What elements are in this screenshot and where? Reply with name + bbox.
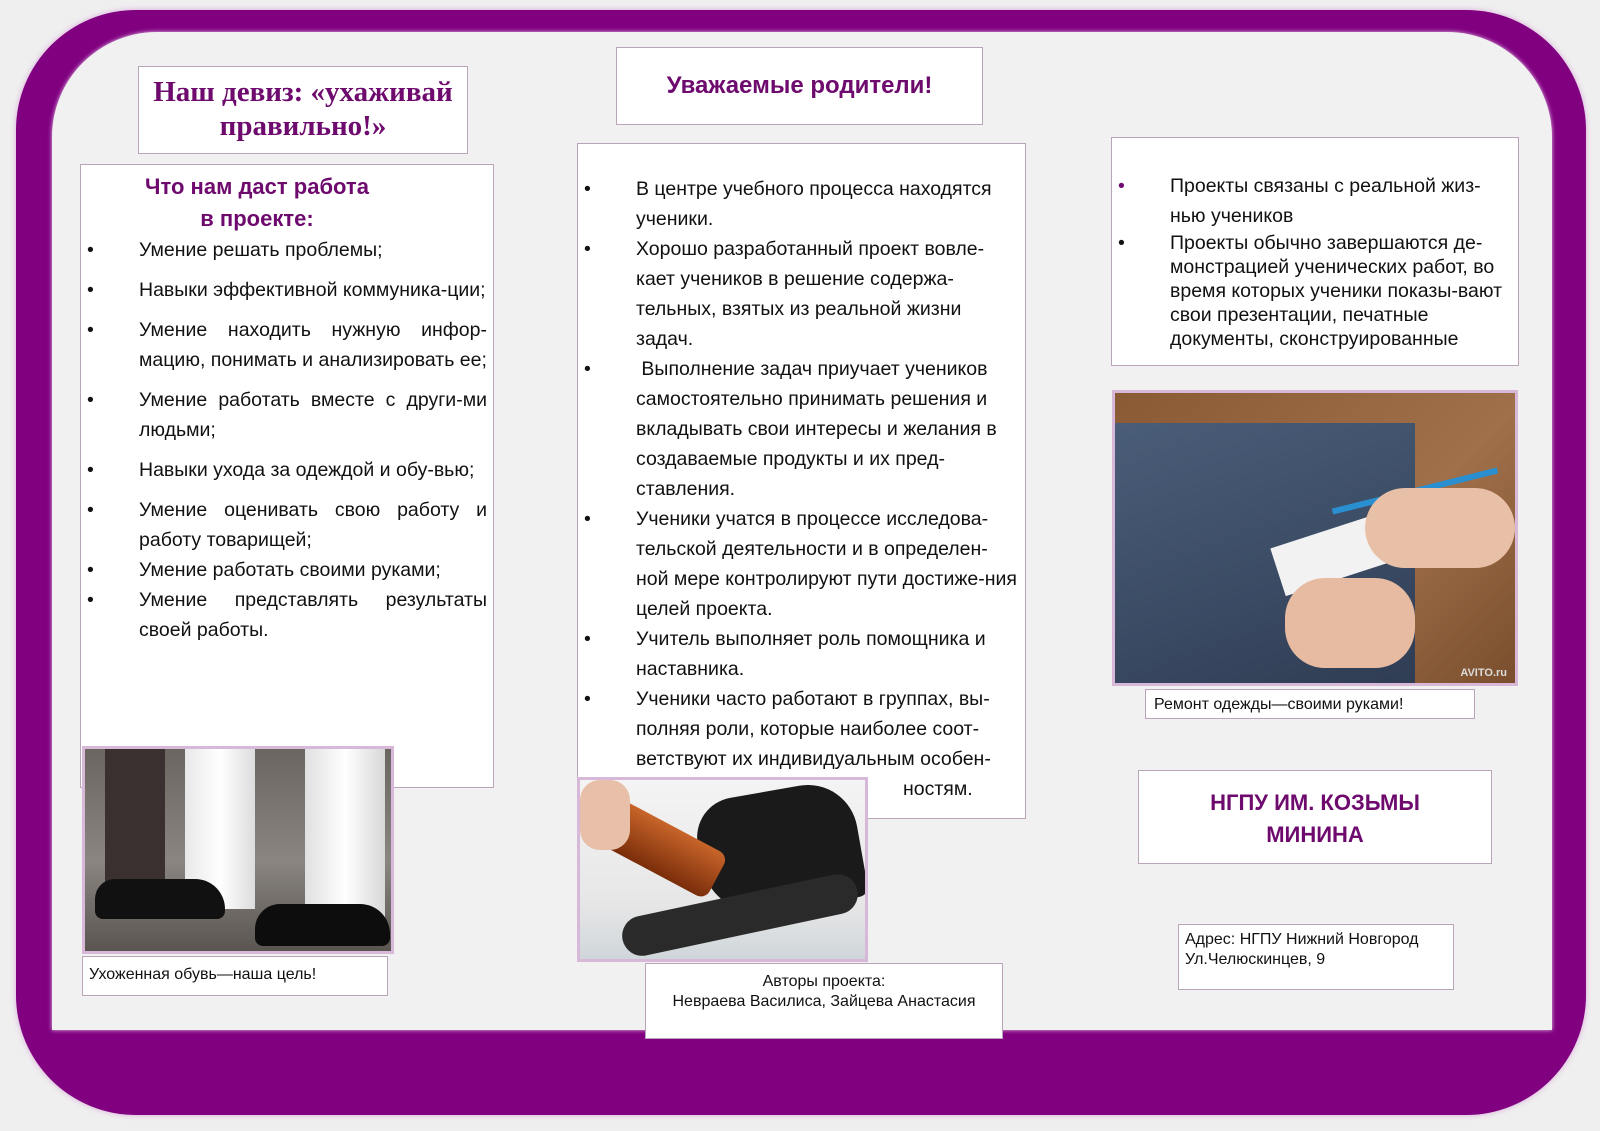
left-panel <box>80 164 494 788</box>
list-item-text: В центре учебного процесса находятся ученики. <box>636 178 992 230</box>
university-name: НГПУ ИМ. КОЗЬМЫ МИНИНА <box>1210 790 1420 847</box>
list-item-text: Выполнение задач приучает учеников самостоятельно принимать решения и вкладывать свои интересы и желания в создаваемые продукты и их пред-ставления. <box>636 358 1003 500</box>
motto-box <box>138 66 468 154</box>
list-item <box>81 235 493 265</box>
left-heading-line1: Что нам даст работа <box>145 174 369 199</box>
right-panel <box>1111 137 1519 366</box>
center-title: Уважаемые родители! <box>666 72 933 99</box>
list-item-text: Проекты связаны с реальной жиз-нью учеников <box>1170 175 1481 227</box>
list-item <box>578 684 1025 774</box>
bullet-icon: • <box>87 499 94 521</box>
parents-list <box>578 174 1025 774</box>
list-item-text: Ученики часто работают в группах, вы-полняя роли, которые наиболее соот-ветствуют их индивидуальным особен- <box>636 688 991 770</box>
list-item <box>578 354 1025 504</box>
bullet-icon: • <box>87 239 94 261</box>
list-item <box>81 585 493 645</box>
shoes-photo <box>82 746 394 954</box>
list-item-text: Умение представлять результаты своей работы. <box>139 589 487 641</box>
bullet-icon: • <box>584 688 591 710</box>
address-line1: Адрес: НГПУ Нижний Новгород <box>1185 931 1419 948</box>
list-item <box>578 174 1025 234</box>
list-item <box>578 234 1025 354</box>
watermark: AVITO.ru <box>1460 667 1507 679</box>
left-heading-line2: в проекте: <box>200 206 314 231</box>
bullet-icon: • <box>1118 175 1125 197</box>
jeans-caption-text: Ремонт одежды—своими руками! <box>1154 696 1404 713</box>
authors-label: Авторы проекта: <box>762 973 886 990</box>
address-box <box>1178 924 1454 990</box>
jeans-caption <box>1145 689 1475 719</box>
bullet-icon: • <box>87 459 94 481</box>
bullet-icon: • <box>584 178 591 200</box>
list-item <box>81 275 493 305</box>
address-line2: Ул.Челюскинцев, 9 <box>1185 951 1326 968</box>
list-item-text: Навыки ухода за одеждой и обу-вью; <box>139 459 475 481</box>
projects-list <box>1112 171 1518 351</box>
shoe-shape <box>95 879 225 919</box>
hand-shape <box>580 780 630 850</box>
bullet-icon: • <box>584 358 591 380</box>
last-line: ностям. <box>903 778 973 800</box>
bullet-icon: • <box>584 628 591 650</box>
authors-box <box>645 963 1003 1039</box>
shoe-brush-photo <box>577 777 868 962</box>
hand-shape <box>1365 488 1515 568</box>
university-box <box>1138 770 1492 864</box>
skills-list <box>81 235 493 645</box>
left-heading <box>81 171 493 235</box>
list-item-text: Умение находить нужную инфор-мацию, понимать и анализировать ее; <box>139 319 487 371</box>
list-item-text: Умение оценивать свою работу и работу товарищей; <box>139 499 487 551</box>
list-item-text: Хорошо разработанный проект вовле-кает учеников в решение содержа-тельных, взятых из реальной жизни задач. <box>636 238 985 350</box>
list-item-text: Умение решать проблемы; <box>139 239 383 261</box>
list-item <box>81 385 493 445</box>
center-panel <box>577 143 1026 819</box>
bullet-icon: • <box>87 589 94 611</box>
list-item <box>578 624 1025 684</box>
hand-shape <box>1285 578 1415 668</box>
shoe-shape <box>255 904 390 946</box>
center-title-box <box>616 47 983 125</box>
list-item <box>578 504 1025 624</box>
list-item-text: Учитель выполняет роль помощника и наставника. <box>636 628 986 680</box>
bullet-icon: • <box>1118 232 1125 254</box>
bullet-icon: • <box>87 319 94 341</box>
bullet-icon: • <box>584 238 591 260</box>
bullet-icon: • <box>87 559 94 581</box>
list-item <box>81 315 493 375</box>
list-item <box>81 495 493 555</box>
list-item <box>1112 171 1518 231</box>
authors-names: Невраева Василиса, Зайцева Анастасия <box>672 993 976 1010</box>
motto-text: Наш девиз: «ухаживай правильно!» <box>153 76 453 142</box>
list-item-text: Умение работать вместе с други-ми людьми; <box>139 389 487 441</box>
list-item <box>81 555 493 585</box>
white-tights-shape <box>305 749 385 919</box>
bullet-icon: • <box>87 389 94 411</box>
shoes-caption <box>82 956 388 996</box>
list-item-text: Ученики учатся в процессе исследова-тельской деятельности и в определен-ной мере контролируют пути достиже-ния целей проекта. <box>636 508 1017 620</box>
jeans-photo <box>1112 390 1518 686</box>
bullet-icon: • <box>87 279 94 301</box>
list-item-text: Навыки эффективной коммуника-ции; <box>139 279 486 301</box>
bullet-icon: • <box>584 508 591 530</box>
list-item <box>81 455 493 485</box>
list-item-text: Умение работать своими руками; <box>139 559 441 581</box>
list-item <box>1112 231 1518 351</box>
list-item-text: Проекты обычно завершаются де-монстрацией ученических работ, во время которых ученики показы-вают свои презентации, печатные документы, сконструированные <box>1170 232 1502 350</box>
shoes-caption-text: Ухоженная обувь—наша цель! <box>89 966 317 983</box>
